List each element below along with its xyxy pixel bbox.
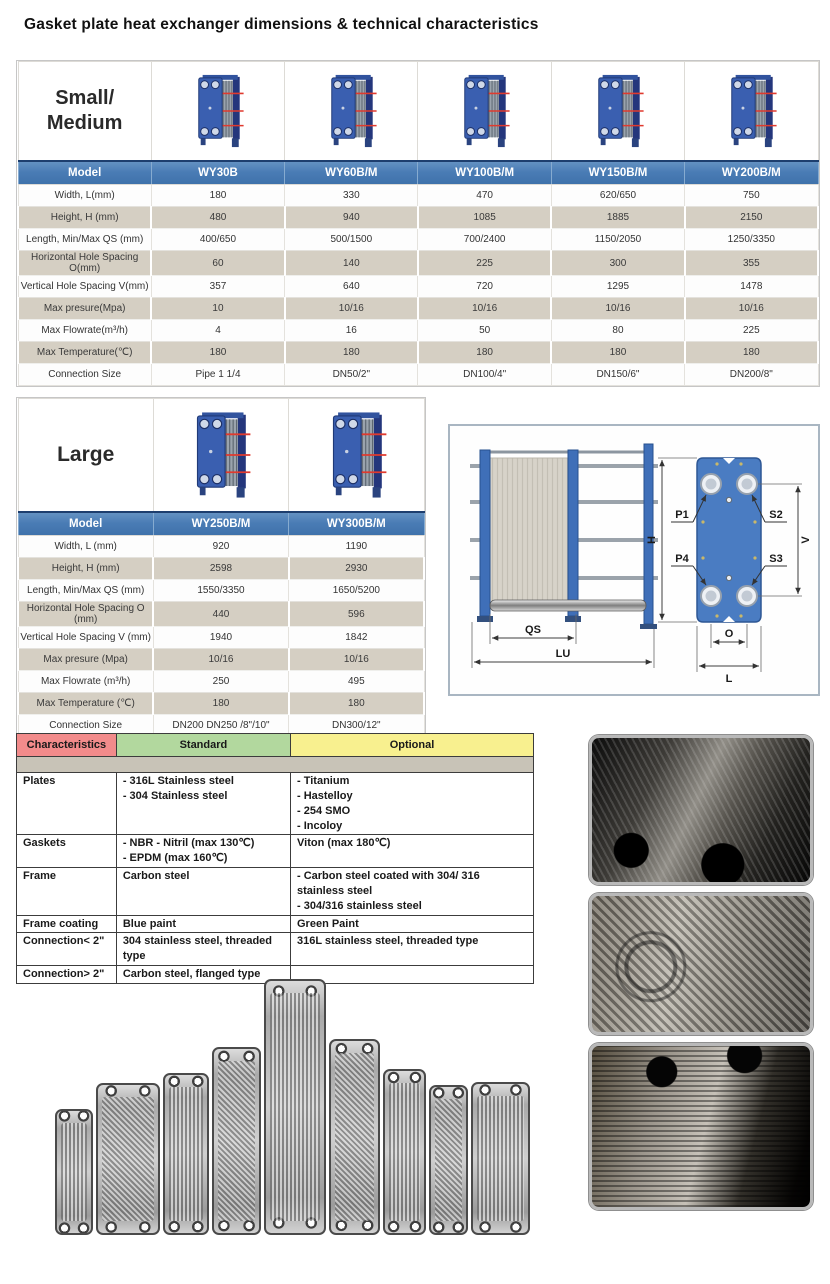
plate-corner-photo-3 [589,1043,813,1210]
spec-value-cell: 10/16 [418,298,551,320]
spec-row [18,671,424,693]
model-header-cell: Model [18,161,151,185]
characteristic-standard-value: - NBR - Nitril (max 130℃) - EPDM (max 160℃) [116,835,290,868]
spec-value-cell: 480 [151,207,284,229]
spacer-row [17,757,534,773]
spec-value-cell: 750 [685,185,818,207]
characteristics-header: Characteristics [17,734,117,757]
spec-value-cell: DN150/6" [551,364,684,386]
model-name: WY30B [151,161,284,185]
characteristic-standard-value: - 316L Stainless steel - 304 Stainless steel [116,773,290,835]
spec-row [18,536,424,558]
spec-value-cell: 180 [289,693,424,715]
characteristics-row [17,773,534,835]
spec-value-cell: 400/650 [151,229,284,251]
port-label-s2: S2 [769,509,783,521]
spec-value-cell: 495 [289,671,424,693]
spec-row-label: Max presure (Mpa) [18,649,153,671]
gasket-plate-image [264,979,326,1235]
characteristic-name: Frame [17,868,117,916]
spec-value-cell: 10/16 [685,298,818,320]
characteristic-name: Frame coating [17,915,117,933]
product-image-wy60b [286,72,416,150]
spec-row-label: Max Flowrate (m³/h) [18,671,153,693]
spec-value-cell: 10/16 [153,649,288,671]
spec-value-cell: 180 [151,342,284,364]
spec-value-cell: 2930 [289,558,424,580]
characteristics-row [17,835,534,868]
spec-row-label: Connection Size [18,715,153,737]
model-name: WY300B/M [289,512,424,536]
spec-value-cell: 60 [151,251,284,276]
spec-value-cell: 1550/3350 [153,580,288,602]
product-image-wy300b [290,409,422,501]
spec-value-cell: 10/16 [289,649,424,671]
spec-value-cell: 940 [285,207,418,229]
characteristic-optional-value: Green Paint [291,915,534,933]
spec-value-cell: 700/2400 [418,229,551,251]
spec-row-label: Vertical Hole Spacing V(mm) [18,276,151,298]
size-label-line: Small/ [55,87,115,109]
model-name: WY60B/M [285,161,418,185]
product-image-wy30b [153,72,283,150]
standard-header: Standard [116,734,290,757]
spec-value-cell: 10/16 [551,298,684,320]
characteristics-row [17,915,534,933]
spec-value-cell: 10 [151,298,284,320]
spec-value-cell: 1250/3350 [685,229,818,251]
characteristic-standard-value: Blue paint [116,915,290,933]
spec-value-cell: 355 [685,251,818,276]
spec-value-cell: 920 [153,536,288,558]
spec-row [18,342,818,364]
dim-label-v: V [800,536,812,544]
spec-row [18,298,818,320]
spec-value-cell: 1150/2050 [551,229,684,251]
spec-value-cell: DN50/2" [285,364,418,386]
spec-row-label: Width, L (mm) [18,536,153,558]
spec-value-cell: 1295 [551,276,684,298]
product-image-wy100b [419,72,549,150]
dim-label-l: L [725,673,733,685]
page-title: Gasket plate heat exchanger dimensions & technical characteristics [24,16,539,33]
characteristic-optional-value: 316L stainless steel, threaded type [291,933,534,966]
size-group-label: Large [18,399,153,513]
spec-row [18,649,424,671]
model-name: WY150B/M [551,161,684,185]
spec-row [18,364,818,386]
characteristic-optional-value: - Titanium - Hastelloy - 254 SMO - Incoloy [291,773,534,835]
spec-value-cell: 225 [685,320,818,342]
spec-value-cell: 4 [151,320,284,342]
exchanger-side-view [470,444,658,668]
spec-row-label: Max Temperature (℃) [18,693,153,715]
spec-value-cell: 2150 [685,207,818,229]
port-label-p4: P4 [675,553,689,565]
large-spec-table [16,397,426,738]
spec-row [18,229,818,251]
spec-value-cell: 1650/5200 [289,580,424,602]
product-image-wy150b [553,72,683,150]
spec-value-cell: 180 [551,342,684,364]
spec-row [18,320,818,342]
model-header-cell: Model [18,512,153,536]
spec-value-cell: 140 [285,251,418,276]
dimension-diagram-svg [450,426,818,694]
size-label-line: Medium [46,112,123,134]
spec-row [18,207,818,229]
spec-value-cell: 180 [685,342,818,364]
characteristic-optional-value: Viton (max 180℃) [291,835,534,868]
spec-value-cell: Pipe 1 1/4 [151,364,284,386]
characteristic-name: Plates [17,773,117,835]
model-header-row [18,161,818,185]
spec-row-label: Length, Min/Max QS (mm) [18,580,153,602]
spec-value-cell: 500/1500 [285,229,418,251]
spec-value-cell: 80 [551,320,684,342]
characteristic-optional-value: - Carbon steel coated with 304/ 316 stainless steel - 304/316 stainless steel [291,868,534,916]
characteristics-row [17,868,534,916]
product-image-wy200b [686,72,816,150]
spec-value-cell: 16 [285,320,418,342]
spec-row [18,602,424,627]
gasket-plates-montage [28,975,556,1235]
spec-row-label: Height, H (mm) [18,558,153,580]
spec-value-cell: DN100/4" [418,364,551,386]
model-name: WY250B/M [153,512,288,536]
spec-value-cell: 1940 [153,627,288,649]
spec-value-cell: 620/650 [551,185,684,207]
spec-value-cell: 1190 [289,536,424,558]
characteristics-header-row [17,734,534,757]
spec-value-cell: 470 [418,185,551,207]
characteristic-standard-value: Carbon steel, flanged type [116,966,290,984]
gasket-plate-image [212,1047,261,1235]
characteristics-row [17,933,534,966]
spec-row-label: Height, H (mm) [18,207,151,229]
spec-value-cell: 357 [151,276,284,298]
spec-row-label: Horizontal Hole Spacing O(mm) [18,251,151,276]
spec-value-cell: 50 [418,320,551,342]
spec-value-cell: 330 [285,185,418,207]
plate-pattern-photo-2 [589,893,813,1035]
characteristic-name: Gaskets [17,835,117,868]
model-name: WY200B/M [685,161,818,185]
gasket-plate-image [383,1069,426,1235]
characteristic-name: Connection< 2" [17,933,117,966]
gasket-plate-image [329,1039,380,1235]
gasket-plate-image [55,1109,93,1235]
characteristics-table [16,733,534,984]
spec-row-label: Max Flowrate(m³/h) [18,320,151,342]
spec-value-cell: 640 [285,276,418,298]
spec-row-label: Length, Min/Max QS (mm) [18,229,151,251]
spec-row-label: Width, L(mm) [18,185,151,207]
spec-row [18,276,818,298]
spec-row-label: Max Temperature(℃) [18,342,151,364]
spec-value-cell: 1085 [418,207,551,229]
plate-stack-photo-1 [589,735,813,885]
spec-value-cell: 250 [153,671,288,693]
spec-value-cell: 180 [151,185,284,207]
small-medium-spec-table [16,60,820,387]
dim-label-o: O [724,628,734,640]
port-label-p1: P1 [675,509,689,521]
product-image-row [18,62,818,162]
model-name: WY100B/M [418,161,551,185]
spec-value-cell: 596 [289,602,424,627]
dimension-diagram [448,424,820,696]
spec-value-cell: DN200 DN250 /8"/10" [153,715,288,737]
size-group-label [18,62,151,162]
spec-value-cell: DN300/12" [289,715,424,737]
spec-value-cell: 10/16 [285,298,418,320]
dim-label-h: H [646,536,658,544]
characteristic-name: Connection> 2" [17,966,117,984]
spec-value-cell: 180 [153,693,288,715]
spec-row [18,558,424,580]
spec-value-cell: 180 [285,342,418,364]
spec-value-cell: 225 [418,251,551,276]
gasket-plate-image [429,1085,468,1235]
characteristic-standard-value: 304 stainless steel, threaded type [116,933,290,966]
spec-value-cell: 1478 [685,276,818,298]
dim-label-lu: LU [555,648,571,660]
spec-row [18,251,818,276]
gasket-plate-image [471,1082,530,1235]
port-label-s3: S3 [769,553,783,565]
spec-value-cell: DN200/8" [685,364,818,386]
spec-value-cell: 1885 [551,207,684,229]
optional-header: Optional [291,734,534,757]
product-image-wy250b [155,409,287,501]
spec-value-cell: 300 [551,251,684,276]
spec-row [18,627,424,649]
spec-value-cell: 2598 [153,558,288,580]
spec-value-cell: 1842 [289,627,424,649]
plate-dimension-view [646,458,812,685]
dim-label-qs: QS [525,624,541,636]
spec-row-label: Horizontal Hole Spacing O (mm) [18,602,153,627]
spec-row [18,185,818,207]
model-header-row [18,512,424,536]
spec-row-label: Vertical Hole Spacing V (mm) [18,627,153,649]
spec-value-cell: 440 [153,602,288,627]
spec-row-label: Connection Size [18,364,151,386]
characteristic-standard-value: Carbon steel [116,868,290,916]
gasket-plate-image [96,1083,160,1235]
spec-row-label: Max presure(Mpa) [18,298,151,320]
spec-value-cell: 180 [418,342,551,364]
spec-row [18,580,424,602]
spec-row [18,693,424,715]
gasket-plate-image [163,1073,209,1235]
spec-value-cell: 720 [418,276,551,298]
product-image-row [18,399,424,513]
